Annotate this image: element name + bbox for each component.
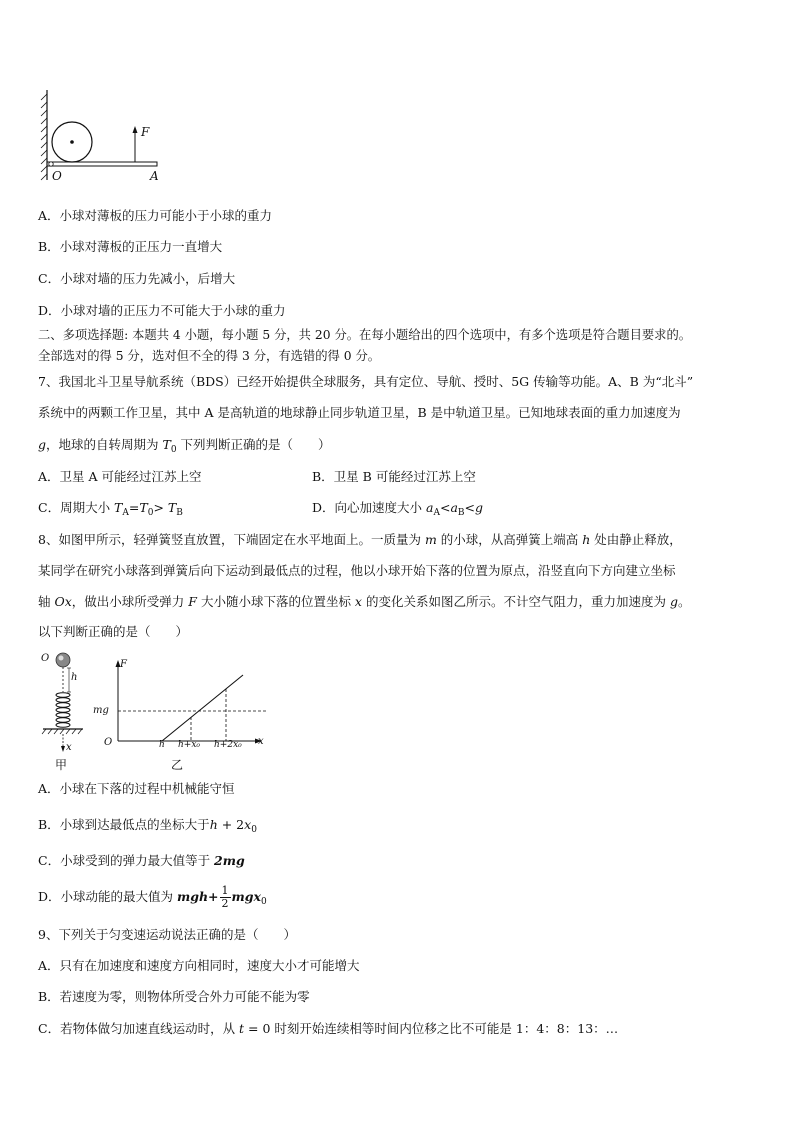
fig2-label-O-top: O (41, 653, 50, 664)
q9-option-c: C．若物体做匀加速直线运动时，从 t = 0 时刻开始连续相等时间内位移之比不可能是 1：4：8：13：… (38, 1021, 619, 1036)
q8-line2: 某同学在研究小球落到弹簧后向下运动到最低点的过程，他以小球开始下落的位置为原点，沿竖直向下方向建立坐标 (38, 563, 676, 578)
fig2-label-F: F (120, 659, 127, 670)
q8-option-d: D．小球动能的最大值为 mgh+ $\frac{1}{2}$ mgx$_0$ (38, 884, 267, 910)
section2-line2: 全部选对的得 5 分，选对但不全的得 3 分，有选错的得 0 分。 (38, 349, 381, 363)
q6-option-d: D．小球对墙的正压力不可能大于小球的重力 (38, 303, 286, 318)
fig2-label-yi: 乙 (171, 758, 184, 772)
q7-option-c: C．周期大小 $T_A=T_0> T_B$ (38, 500, 183, 518)
fig2-label-h: h (159, 740, 165, 750)
fig1-label-F: F (141, 125, 150, 139)
fig2-label-O: O (104, 737, 113, 748)
q6-option-b: B．小球对薄板的正压力一直增大 (38, 239, 223, 254)
q6-option-c: C．小球对墙的压力先减小，后增大 (38, 271, 236, 286)
fig2-label-h-x0: h+x₀ (178, 740, 201, 750)
q9-option-a: A．只有在加速度和速度方向相同时，速度大小才可能增大 (38, 958, 360, 973)
q6-option-a: A．小球对薄板的压力可能小于小球的重力 (38, 208, 273, 223)
fig1-label-A: A (150, 169, 159, 183)
q7-line3: g，地球的自转周期为 $T_0$ 下列判断正确的是（ ） (38, 437, 331, 455)
fig2-label-x: x (258, 736, 264, 747)
q7-line1: 7、我国北斗卫星导航系统（BDS）已经开始提供全球服务，具有定位、导航、授时、5G 传输等功能。A、B 为“北斗” (38, 374, 694, 389)
fig2-label-jia: 甲 (55, 758, 68, 772)
fig2-label-h-2x0: h+2x₀ (214, 740, 242, 750)
spring-graph-figure (38, 646, 278, 770)
q7-option-d: D．向心加速度大小 $a_A<a_B<g$ (312, 500, 484, 518)
q8-option-c: C．小球受到的弹力最大值等于 2mg (38, 853, 245, 868)
q7-option-a: A．卫星 A 可能经过江苏上空 (38, 469, 202, 484)
q9-option-b: B．若速度为零，则物体所受合外力可能不能为零 (38, 989, 310, 1004)
fig2-label-h-spring: h (71, 672, 78, 683)
q8-option-a: A．小球在下落的过程中机械能守恒 (38, 781, 235, 796)
q8-line4: 以下判断正确的是（ ） (38, 624, 189, 639)
q9-stem: 9、下列关于匀变速运动说法正确的是（ ） (38, 927, 296, 942)
fraction-half: $\frac{1}{2}$ (221, 884, 229, 910)
fig2-label-x-spring: x (66, 742, 72, 753)
fig2-label-mg: mg (93, 705, 109, 716)
q8-option-b: B．小球到达最低点的坐标大于$h + 2x_0$ (38, 817, 257, 835)
q7-line2: 系统中的两颗工作卫星，其中 A 是高轨道的地球静止同步轨道卫星，B 是中轨道卫星。已知地球表面的重力加速度为 (38, 405, 681, 420)
q8-line3: 轴 Ox，做出小球所受弹力 F 大小随小球下落的位置坐标 x 的变化关系如图乙所示。不计空气阻力，重力加速度为 g。 (38, 594, 691, 609)
fig1-label-O: O (52, 169, 62, 183)
q8-line1: 8、如图甲所示，轻弹簧竖直放置，下端固定在水平地面上。一质量为 m 的小球，从高弹簧上端高 h 处由静止释放， (38, 532, 682, 547)
section2-line1: 二、多项选择题: 本题共 4 小题，每小题 5 分，共 20 分。在每小题给出的四个选项中，有多个选项是符合题目要求的。 (38, 328, 692, 342)
q7-option-b: B．卫星 B 可能经过江苏上空 (312, 469, 476, 484)
